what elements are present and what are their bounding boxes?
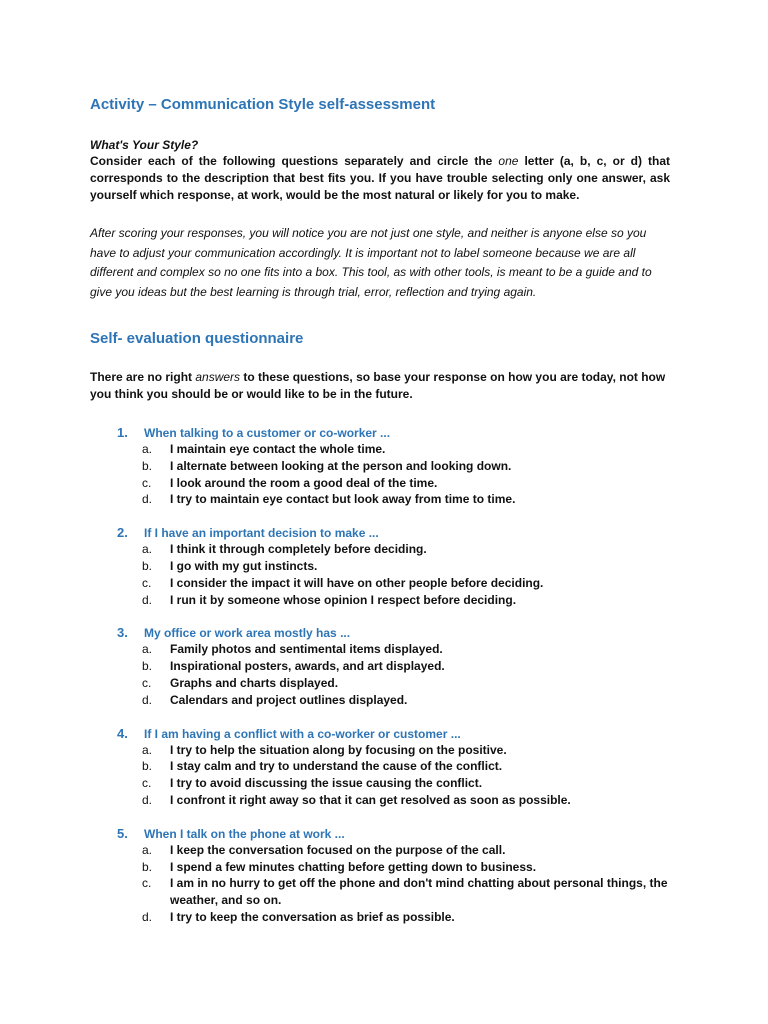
option-letter: a.	[142, 742, 153, 757]
option-letter: d.	[142, 692, 153, 707]
question-text: If I am having a conflict with a co-worker or customer ...	[144, 726, 461, 741]
answer-option[interactable]	[90, 592, 670, 609]
option-letter: d.	[142, 492, 153, 507]
option-letter: a.	[142, 542, 153, 557]
question-number: 5.	[117, 825, 128, 841]
option-text: I maintain eye contact the whole time.	[170, 442, 386, 456]
lead-text-before: There are no right	[90, 370, 196, 384]
question-3	[90, 625, 670, 708]
option-letter: b.	[142, 759, 153, 774]
option-text: I alternate between looking at the person and looking down.	[170, 458, 512, 473]
answer-option[interactable]	[90, 692, 670, 709]
answer-option[interactable]	[90, 458, 670, 475]
question-heading	[90, 525, 670, 541]
intro-paragraph	[90, 153, 670, 204]
option-text: I consider the impact it will have on other people before deciding.	[170, 575, 544, 590]
answer-option[interactable]	[90, 875, 670, 909]
question-number: 2.	[117, 525, 128, 541]
option-letter: a.	[142, 642, 153, 657]
option-letter: c.	[142, 675, 152, 690]
answer-option[interactable]	[90, 658, 670, 675]
answer-option[interactable]	[90, 842, 670, 859]
option-text: Graphs and charts displayed.	[170, 675, 339, 690]
question-heading	[90, 826, 670, 842]
option-letter: b.	[142, 558, 153, 573]
option-text: I confront it right away so that it can get resolved as soon as possible.	[170, 792, 571, 807]
question-4	[90, 726, 670, 809]
answer-option[interactable]	[90, 675, 670, 692]
option-letter: c.	[142, 475, 152, 490]
option-letter: c.	[142, 876, 152, 891]
option-letter: d.	[142, 592, 153, 607]
option-letter: b.	[142, 859, 153, 874]
style-question: What's Your Style?	[90, 138, 199, 152]
option-text: I run it by someone whose opinion I respect before deciding.	[170, 592, 517, 607]
option-text: I go with my gut instincts.	[170, 558, 318, 573]
question-heading	[90, 425, 670, 441]
answer-option[interactable]	[90, 909, 670, 926]
answer-option[interactable]	[90, 775, 670, 792]
question-text: If I have an important decision to make ...	[144, 526, 379, 541]
option-letter: b.	[142, 458, 153, 473]
option-letter: b.	[142, 659, 153, 674]
answer-option[interactable]	[90, 541, 670, 558]
option-text: I try to help the situation along by focusing on the positive.	[170, 742, 507, 757]
answer-option[interactable]	[90, 792, 670, 809]
option-text: I try to avoid discussing the issue causing the conflict.	[170, 776, 483, 791]
answer-option[interactable]	[90, 742, 670, 759]
intro-emphasis: one	[498, 154, 519, 168]
question-5	[90, 826, 670, 926]
answer-option[interactable]	[90, 558, 670, 575]
section-title: Self- evaluation questionnaire	[90, 330, 304, 347]
question-text: When talking to a customer or co-worker ...	[144, 426, 391, 440]
document-content	[90, 96, 670, 943]
option-letter: c.	[142, 776, 152, 791]
question-heading	[90, 726, 670, 742]
answer-option[interactable]	[90, 491, 670, 508]
answer-option[interactable]	[90, 475, 670, 492]
option-text: I keep the conversation focused on the purpose of the call.	[170, 842, 506, 857]
intro-text-after: letter (a, b, c, or d) that corresponds to the description that best fits you. If you have trouble selecting only one answer, ask yourself which response, at work, would be the most natural or likely for you to make.	[90, 154, 671, 202]
question-number: 4.	[117, 725, 128, 741]
answer-option[interactable]	[90, 575, 670, 592]
question-heading	[90, 625, 670, 641]
option-text: I try to maintain eye contact but look away from time to time.	[170, 492, 516, 507]
answer-option[interactable]	[90, 859, 670, 876]
answer-option[interactable]	[90, 441, 670, 458]
lead-text-after: to these questions, so base your response on how you are today, not how you think you should be or would like to be in the future.	[90, 370, 666, 401]
option-letter: a.	[142, 442, 153, 456]
option-text: Calendars and project outlines displayed.	[170, 692, 408, 707]
option-text: Inspirational posters, awards, and art displayed.	[170, 659, 445, 674]
option-letter: a.	[142, 842, 153, 857]
answer-option[interactable]	[90, 758, 670, 775]
intro-text-before: Consider each of the following questions separately and circle the	[90, 154, 499, 168]
question-1	[90, 425, 670, 508]
question-number: 1.	[117, 425, 128, 440]
option-text: I spend a few minutes chatting before getting down to business.	[170, 859, 537, 874]
option-text: I think it through completely before deciding.	[170, 542, 427, 557]
question-number: 3.	[117, 625, 128, 641]
option-text: I look around the room a good deal of the time.	[170, 475, 438, 490]
option-text: I am in no hurry to get off the phone and don't mind chatting about personal things, the weather, and so on.	[170, 876, 668, 908]
question-2	[90, 525, 670, 608]
question-text: My office or work area mostly has ...	[144, 626, 351, 641]
question-text: When I talk on the phone at work ...	[144, 826, 345, 841]
questionnaire	[90, 425, 670, 926]
page-title: Activity – Communication Style self-assessment	[90, 96, 436, 113]
answer-option[interactable]	[90, 641, 670, 658]
option-text: I try to keep the conversation as brief as possible.	[170, 909, 455, 924]
lead-paragraph	[90, 369, 670, 403]
option-letter: c.	[142, 575, 152, 590]
option-letter: d.	[142, 792, 153, 807]
option-text: Family photos and sentimental items displayed.	[170, 642, 443, 657]
note-paragraph: After scoring your responses, you will notice you are not just one style, and neither is anyone else so you have to adjust your communication accordingly. It is important not to label someone because we are all different and complex so no one fits into a box. This tool, as with other tools, is meant to be a guide and to give you ideas but the best learning is through trial, error, reflection and trying again.	[90, 226, 652, 299]
lead-emphasis: answers	[195, 370, 241, 384]
option-letter: d.	[142, 909, 153, 924]
option-text: I stay calm and try to understand the cause of the conflict.	[170, 759, 503, 774]
